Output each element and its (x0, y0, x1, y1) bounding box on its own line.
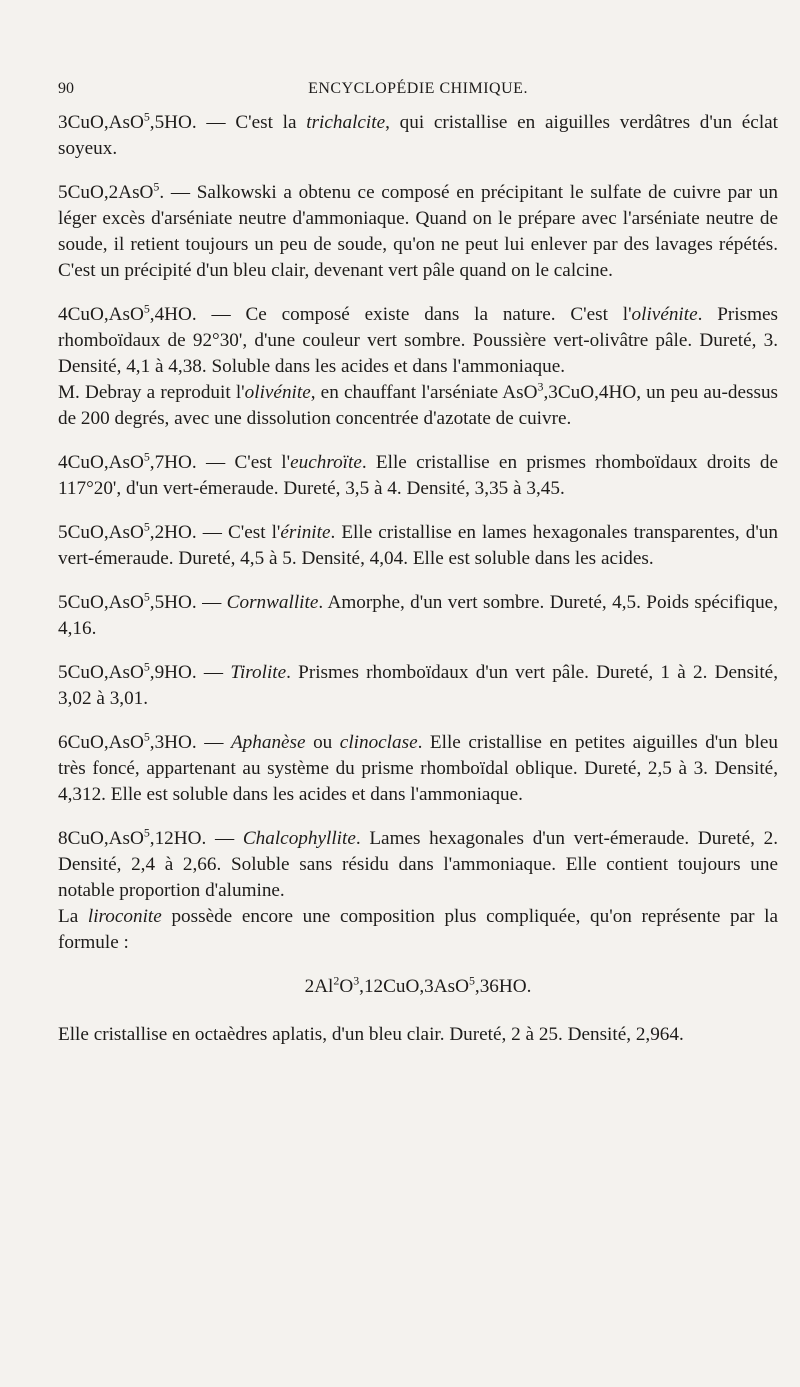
term-euchroite: euchroïte (290, 452, 362, 473)
paragraph-olivenite: 4CuO,AsO$^5$,4HO. — Ce composé existe dans la nature. C'est l'olivénite. Prismes rhomboïdaux de 92°30', d'une couleur vert sombre. Poussière vert-olivâtre pâle. Dureté, 3. Densité, 4,1 à 4,38. Soluble dans les acides et dans l'ammoniaque. (58, 301, 778, 377)
paragraph-trichalcite: 3CuO,AsO$^5$,5HO. — C'est la trichalcite, qui cristallise en aiguilles verdâtres d'un éclat soyeux. (58, 109, 778, 159)
paragraph-tirolite: 5CuO,AsO$^5$,9HO. — Tirolite. Prismes rhomboïdaux d'un vert pâle. Dureté, 1 à 2. Densité, 3,02 à 3,01. (58, 659, 778, 709)
paragraph-aphanese: 6CuO,AsO$^5$,3HO. — Aphanèse ou clinoclase. Elle cristallise en petites aiguilles d'un bleu très foncé, appartenant au système du prisme rhomboïdal oblique. Dureté, 2,5 à 3. Densité, 4,312. Elle est soluble dans les acides et dans l'ammoniaque. (58, 729, 779, 805)
page-header (58, 80, 778, 102)
term-cornwallite: Cornwallite (226, 592, 319, 613)
paragraph-cornwallite: 5CuO,AsO$^5$,5HO. — Cornwallite. Amorphe, d'un vert sombre. Dureté, 4,5. Poids spécifique, 4,16. (58, 589, 778, 639)
term-erinite: érinite (280, 522, 331, 543)
paragraph-final: Elle cristallise en octaèdres aplatis, d'un bleu clair. Dureté, 2 à 25. Densité, 2,964. (58, 1024, 684, 1045)
term-clinoclase: clinoclase (339, 732, 418, 753)
liroconite-formula: $2Al^2O^3,12CuO,3AsO^5,36HO$. (304, 973, 532, 997)
paragraph-euchroite: 4CuO,AsO$^5$,7HO. — C'est l'euchroïte. Elle cristallise en prismes rhomboïdaux droits de 117°20', d'un vert-émeraude. Dureté, 3,5 à 4. Densité, 3,35 à 3,45. (58, 449, 779, 499)
term-olivenite: olivénite (631, 304, 698, 325)
term-trichalcite: trichalcite (306, 112, 386, 133)
paragraph-salkowski: 5CuO,2AsO$^5$. — Salkowski a obtenu ce composé en précipitant le sulfate de cuivre par un léger excès d'arséniate neutre d'ammoniaque. Quand on le prépare avec l'arséniate neutre de soude, il retient toujours un peu de soude, qu'on ne peut lui enlever par des lavages répétés. C'est un précipité d'un bleu clair, devenant vert pâle quand on le calcine. (58, 179, 778, 281)
term-tirolite: Tirolite (230, 662, 287, 683)
paragraph-erinite: 5CuO,AsO$^5$,2HO. — C'est l'érinite. Elle cristallise en lames hexagonales transparentes, d'un vert-émeraude. Dureté, 4,5 à 5. Densité, 4,04. Elle est soluble dans les acides. (58, 519, 778, 569)
term-aphanese: Aphanèse (230, 732, 306, 753)
paragraph-liroconite: La liroconite possède encore une composition plus compliquée, qu'on représente par la formule : (58, 906, 778, 953)
running-title: ENCYCLOPÉDIE CHIMIQUE. (308, 80, 528, 97)
term-liroconite: liroconite (87, 906, 162, 927)
term-olivenite-2: olivénite (244, 382, 311, 403)
paragraph-chalcophyllite: 8CuO,AsO$^5$,12HO. — Chalcophyllite. Lames hexagonales d'un vert-émeraude. Dureté, 2. Densité, 2,4 à 2,66. Soluble sans résidu dans l'ammoniaque. Elle contient toujours une notable proportion d'alumine. (58, 825, 778, 901)
body-text (58, 110, 778, 1048)
term-chalcophyllite: Chalcophyllite (242, 828, 356, 849)
paragraph-debray: M. Debray a reproduit l'olivénite, en chauffant l'arséniate AsO$^3$,3CuO,4HO, un peu au-dessus de 200 degrés, avec une dissolution concentrée d'azotate de cuivre. (58, 379, 779, 429)
page-number: 90 (58, 80, 74, 97)
